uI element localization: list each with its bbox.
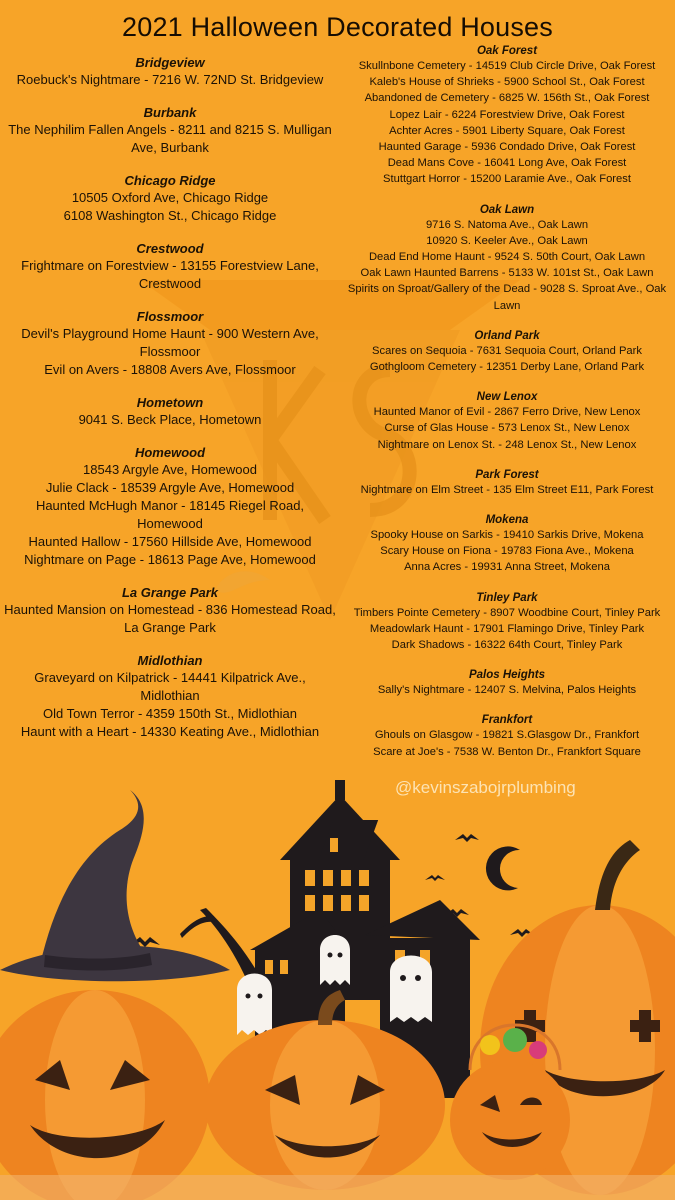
house-entry: Haunt with a Heart - 14330 Keating Ave., Midlothian	[20, 724, 320, 739]
right-town-group	[342, 390, 672, 453]
house-entry: Nightmare on Elm Street - 135 Elm Street E11, Park Forest	[360, 483, 654, 496]
town-heading: Palos Heights	[468, 669, 546, 682]
left-column-list	[4, 55, 336, 757]
house-entry: 10505 Oxford Ave, Chicago Ridge	[71, 190, 269, 205]
house-entry: Skullnbone Cemetery - 14519 Club Circle Drive, Oak Forest	[358, 60, 656, 72]
right-town-group	[342, 668, 672, 698]
town-heading: Crestwood	[136, 241, 204, 256]
house-entry: Julie Clack - 18539 Argyle Ave, Homewood	[45, 480, 295, 495]
house-entry: Scares on Sequoia - 7631 Sequoia Court, Orland Park	[372, 344, 642, 357]
left-town-group	[4, 173, 336, 225]
house-entry: Dead End Home Haunt - 9524 S. 50th Court, Oak Lawn	[368, 251, 646, 264]
page-title: 2021 Halloween Decorated Houses	[122, 12, 553, 42]
town-heading: New Lenox	[476, 391, 538, 404]
house-entry: Timbers Pointe Cemetery - 8907 Woodbine Court, Tinley Park	[353, 606, 661, 619]
house-entry: Stuttgart Horror - 15200 Laramie Ave., Oak Forest	[383, 173, 631, 186]
house-entry: 18543 Argyle Ave, Homewood	[83, 462, 257, 477]
house-entry: Spirits on Sproat/Gallery of the Dead - 9028 S. Sproat Ave., Oak Lawn	[347, 283, 667, 312]
house-entry: Meadowlark Haunt - 17901 Flamingo Drive, Tinley Park	[369, 622, 645, 635]
house-entry: Gothgloom Cemetery - 12351 Derby Lane, Orland Park	[369, 361, 645, 374]
house-entry: Haunted Hallow - 17560 Hillside Ave, Homewood	[28, 534, 312, 549]
house-entry: Haunted Garage - 5936 Condado Drive, Oak Forest	[378, 141, 636, 154]
right-town-group	[342, 44, 672, 188]
house-entry: 6108 Washington St., Chicago Ridge	[63, 208, 277, 223]
left-town-group	[4, 653, 336, 741]
town-heading: Burbank	[143, 105, 197, 120]
house-entry: 9041 S. Beck Place, Hometown	[78, 412, 262, 427]
left-town-group	[4, 395, 336, 429]
house-entry: Haunted Mansion on Homestead - 836 Homestead Road, La Grange Park	[4, 602, 336, 635]
left-town-group	[4, 445, 336, 569]
house-entry: 10920 S. Keeler Ave., Oak Lawn	[426, 234, 588, 247]
house-entry: Dark Shadows - 16322 64th Court, Tinley Park	[391, 639, 623, 652]
town-heading: Orland Park	[474, 329, 540, 342]
house-entry: Frightmare on Forestview - 13155 Forestview Lane, Crestwood	[21, 258, 319, 291]
house-entry: Dead Mans Cove - 16041 Long Ave, Oak Forest	[387, 157, 627, 170]
house-entry: Lopez Lair - 6224 Forestview Drive, Oak Forest	[389, 108, 625, 121]
town-heading: Flossmoor	[136, 309, 204, 324]
town-heading: Oak Forest	[476, 45, 538, 57]
town-heading: Hometown	[136, 395, 204, 410]
town-heading: Chicago Ridge	[124, 173, 216, 188]
house-entry: Ghouls on Glasgow - 19821 S.Glasgow Dr., Frankfort	[374, 729, 640, 742]
left-town-group	[4, 241, 336, 293]
moon-icon	[486, 846, 520, 890]
right-town-group	[342, 713, 672, 759]
halloween-scene-illustration	[0, 760, 675, 1200]
house-entry: Curse of Glas House - 573 Lenox St., New Lenox	[384, 422, 630, 435]
house-entry: Devil's Playground Home Haunt - 900 Western Ave, Flossmoor	[21, 326, 319, 359]
house-entry: Nightmare on Page - 18613 Page Ave, Homewood	[24, 552, 316, 567]
right-town-group	[342, 591, 672, 654]
left-town-group	[4, 309, 336, 379]
social-handle: @kevinszabojrplumbing	[395, 778, 576, 797]
town-heading: Midlothian	[137, 653, 203, 668]
town-heading: La Grange Park	[121, 585, 219, 600]
town-heading: Tinley Park	[476, 591, 538, 604]
house-entry: 9716 S. Natoma Ave., Oak Lawn	[425, 218, 589, 231]
right-town-group	[342, 329, 672, 375]
pumpkin-left	[0, 990, 210, 1200]
town-heading: Frankfort	[481, 714, 533, 727]
house-entry: Evil on Avers - 18808 Avers Ave, Flossmoor	[44, 362, 296, 377]
right-town-group	[342, 468, 672, 498]
house-entry: Achter Acres - 5901 Liberty Square, Oak Forest	[389, 124, 625, 137]
house-entry: Oak Lawn Haunted Barrens - 5133 W. 101st St., Oak Lawn	[360, 267, 654, 280]
house-entry: Scary House on Fiona - 19783 Fiona Ave., Mokena	[380, 545, 634, 558]
town-heading: Homewood	[134, 445, 206, 460]
house-entry: Abandoned de Cemetery - 6825 W. 156th St., Oak Forest	[364, 92, 650, 105]
witch-hat	[0, 790, 230, 981]
right-town-group	[342, 203, 672, 314]
right-column-list	[342, 44, 672, 775]
town-heading: Park Forest	[475, 468, 539, 481]
town-heading: Oak Lawn	[479, 203, 535, 216]
left-town-group	[4, 55, 336, 89]
house-entry: Kaleb's House of Shrieks - 5900 School St., Oak Forest	[369, 76, 645, 89]
town-heading: Mokena	[485, 514, 529, 527]
left-town-group	[4, 585, 336, 637]
town-heading: Bridgeview	[135, 55, 205, 70]
house-entry: Haunted McHugh Manor - 18145 Riegel Road, Homewood	[35, 498, 305, 531]
house-entry: Scare at Joe's - 7538 W. Benton Dr., Frankfort Square	[373, 745, 641, 758]
left-town-group	[4, 105, 336, 157]
house-entry: Anna Acres - 19931 Anna Street, Mokena	[404, 561, 610, 574]
house-entry: Nightmare on Lenox St. - 248 Lenox St., New Lenox	[377, 438, 637, 451]
house-entry: Old Town Terror - 4359 150th St., Midlothian	[43, 706, 297, 721]
house-entry: Graveyard on Kilpatrick - 14441 Kilpatrick Ave., Midlothian	[34, 670, 306, 703]
house-entry: Roebuck's Nightmare - 7216 W. 72ND St. Bridgeview	[16, 72, 324, 87]
house-entry: Spooky House on Sarkis - 19410 Sarkis Drive, Mokena	[370, 529, 644, 542]
right-town-group	[342, 513, 672, 576]
house-entry: Sally's Nightmare - 12407 S. Melvina, Palos Heights	[377, 684, 637, 697]
house-entry: The Nephilim Fallen Angels - 8211 and 8215 S. Mulligan Ave, Burbank	[8, 122, 332, 155]
house-entry: Haunted Manor of Evil - 2867 Ferro Drive, New Lenox	[373, 406, 641, 419]
